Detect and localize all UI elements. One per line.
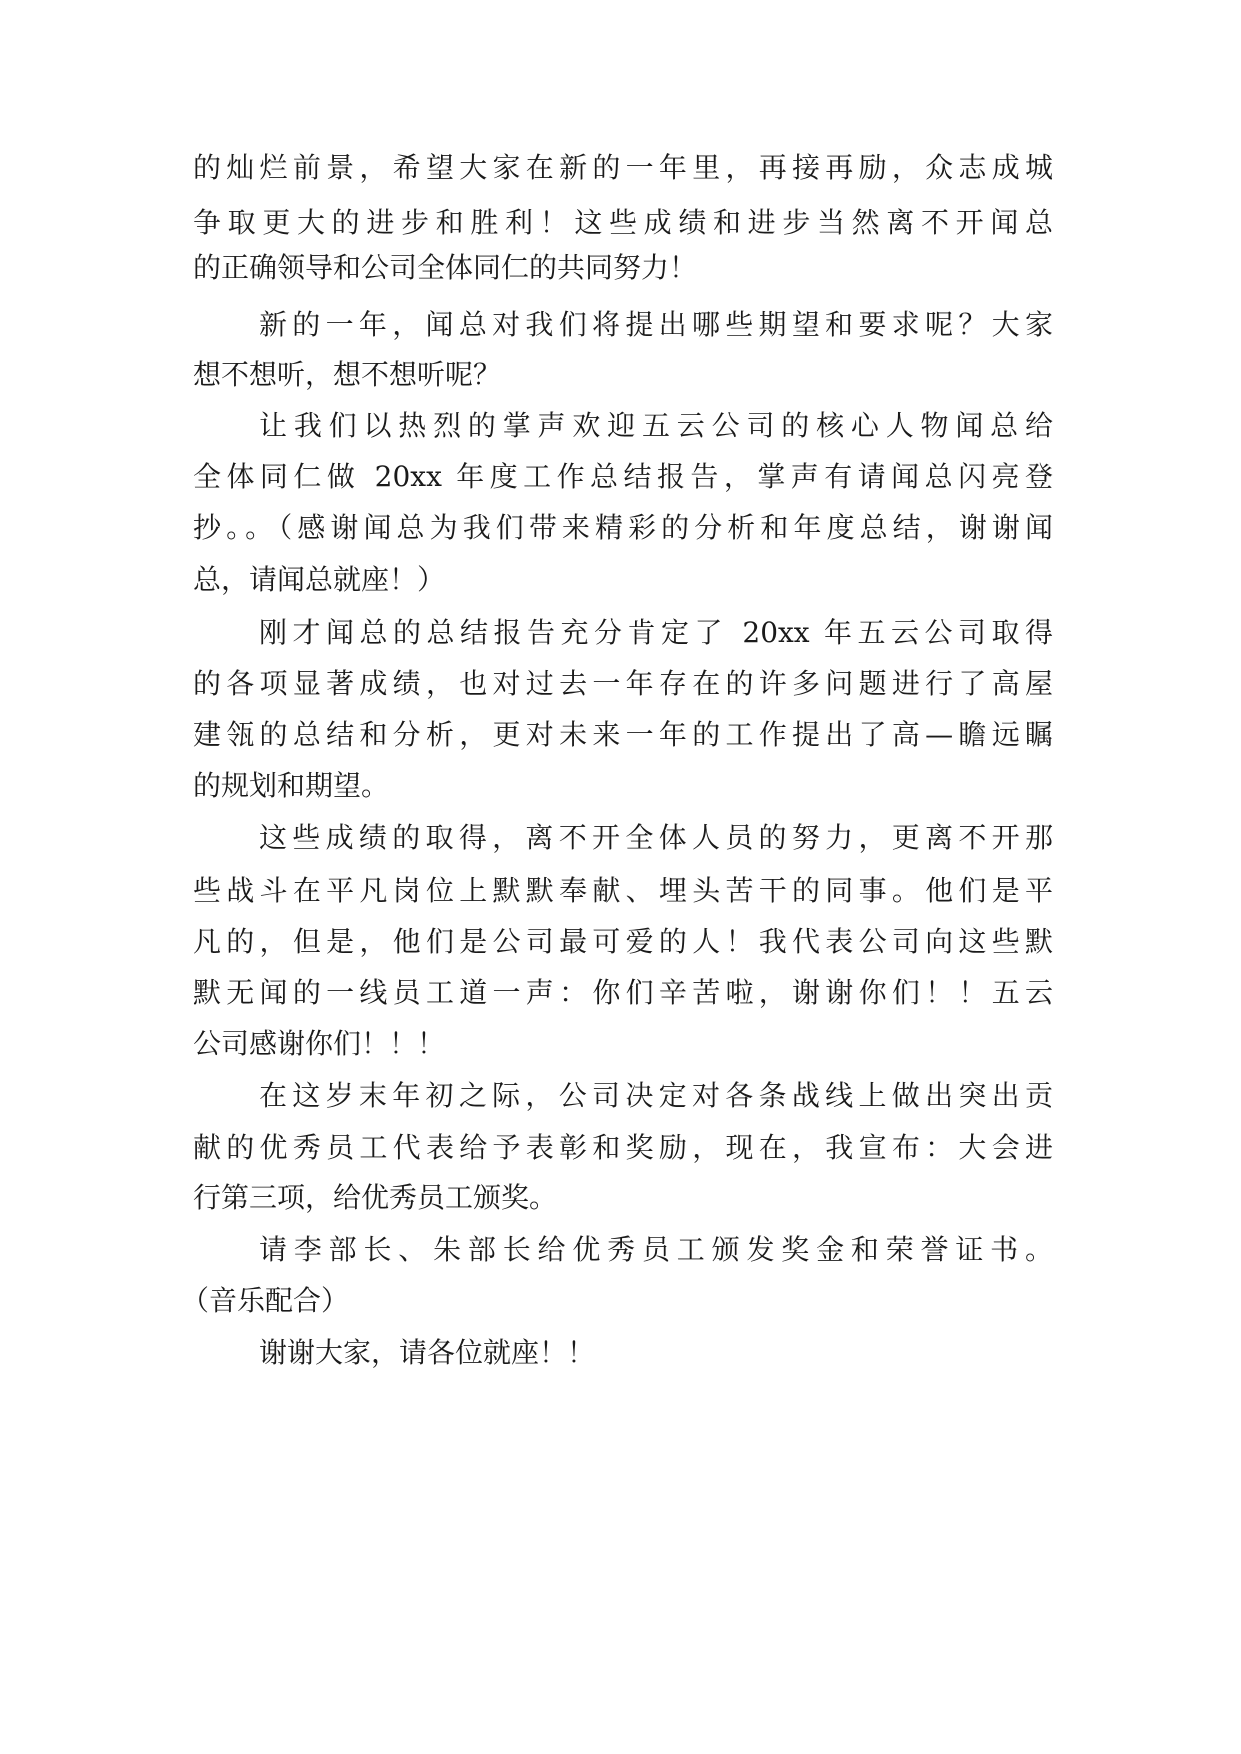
text-line: 建瓴的总结和分析，更对未来一年的工作提出了高—瞻远瞩: [193, 718, 1053, 751]
text-line: 总，请闻总就座！）: [193, 563, 446, 596]
text-line: 的正确领导和公司全体同仁的共同努力！: [193, 251, 698, 284]
text-line: 的各项显著成绩，也对过去一年存在的许多问题进行了高屋: [193, 667, 1053, 700]
paragraph-start-line: 请李部长、朱部长给优秀员工颁发奖金和荣誉证书。: [259, 1233, 1053, 1266]
text-line: 想不想听，想不想听呢？: [193, 358, 502, 391]
text-line: 行第三项，给优秀员工颁奖。: [193, 1181, 558, 1214]
text-line: 公司感谢你们！！！: [193, 1027, 446, 1060]
paragraph-start-line: 这些成绩的取得，离不开全体人员的努力，更离不开那: [259, 821, 1053, 854]
text-line: 的灿烂前景，希望大家在新的一年里，再接再励，众志成城: [193, 151, 1053, 184]
paragraph-start-line: 让我们以热烈的掌声欢迎五云公司的核心人物闻总给: [259, 409, 1053, 442]
text-line: 凡的，但是，他们是公司最可爱的人！我代表公司向这些默: [193, 925, 1053, 958]
text-line: 争取更大的进步和胜利！这些成绩和进步当然离不开闻总: [193, 206, 1053, 239]
paragraph-start-line: 新的一年，闻总对我们将提出哪些期望和要求呢？大家: [259, 308, 1053, 341]
text-line: 的规划和期望。: [193, 769, 390, 802]
paragraph-start-line: 刚才闻总的总结报告充分肯定了 20xx 年五云公司取得: [259, 616, 1053, 649]
text-line: （音乐配合）: [181, 1284, 350, 1317]
paragraph-start-line: 在这岁末年初之际，公司决定对各条战线上做出突出贡: [259, 1079, 1053, 1112]
text-line: 抄。。（感谢闻总为我们带来精彩的分析和年度总结，谢谢闻: [193, 511, 1053, 544]
text-line: 献的优秀员工代表给予表彰和奖励，现在，我宣布：大会进: [193, 1131, 1053, 1164]
text-line: 些战斗在平凡岗位上默默奉献、埋头苦干的同事。他们是平: [193, 874, 1053, 907]
text-line: 默无闻的一线员工道一声：你们辛苦啦，谢谢你们！！五云: [193, 976, 1053, 1009]
text-line: 全体同仁做 20xx 年度工作总结报告，掌声有请闻总闪亮登: [193, 460, 1053, 493]
paragraph-start-line: 谢谢大家，请各位就座！！: [259, 1336, 596, 1369]
